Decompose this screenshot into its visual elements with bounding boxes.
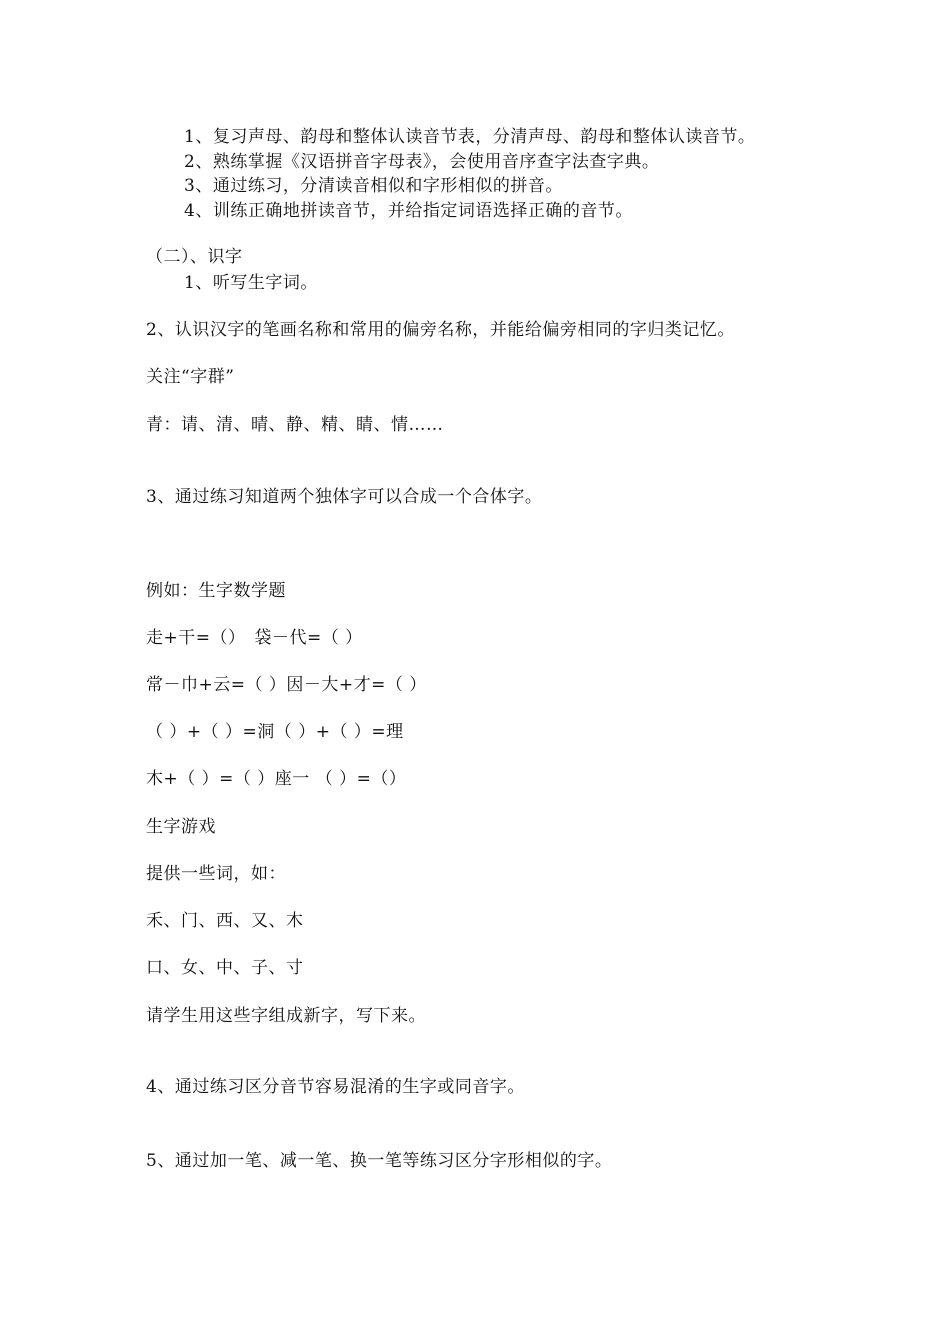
exercise-line-4: 木+（ ）=（ ）座一 （ ）=（） [146, 769, 407, 789]
pinyin-item-2: 2、熟练掌握《汉语拼音字母表》，会使用音序查字法查字典。 [184, 152, 660, 172]
example-title: 例如：生字数学题 [146, 581, 286, 601]
pinyin-item-1: 1、复习声母、韵母和整体认读音节表，分清声母、韵母和整体认读音节。 [184, 127, 756, 147]
word-row-1: 禾、门、西、又、木 [146, 911, 304, 931]
game-title: 生字游戏 [146, 817, 216, 837]
focus-label: 关注“字群” [146, 367, 235, 387]
literacy-item-4: 4、通过练习区分音节容易混淆的生字或同音字。 [146, 1077, 525, 1097]
pinyin-item-4: 4、训练正确地拼读音节，并给指定词语选择正确的音节。 [184, 201, 633, 221]
game-instruction: 请学生用这些字组成新字，写下来。 [146, 1006, 426, 1026]
literacy-item-5: 5、通过加一笔、减一笔、换一笔等练习区分字形相似的字。 [146, 1151, 613, 1171]
exercise-line-2: 常－巾+云=（ ）因－大+才=（ ） [146, 675, 427, 695]
exercise-line-1: 走+干=（） 袋－代=（ ） [146, 628, 363, 648]
pinyin-item-3: 3、通过练习，分清读音相似和字形相似的拼音。 [184, 176, 563, 196]
literacy-item-2: 2、认识汉字的笔画名称和常用的偏旁名称，并能给偏旁相同的字归类记忆。 [146, 320, 735, 340]
char-group-example: 青：请、清、晴、静、精、睛、情…… [146, 415, 444, 435]
provide-words-label: 提供一些词，如： [146, 864, 286, 884]
literacy-item-1: 1、听写生字词。 [184, 273, 318, 293]
section-heading-literacy: （二）、识字 [146, 247, 243, 267]
exercise-line-3: （ ）+（ ）=洞（ ）+（ ）=理 [146, 722, 404, 742]
word-row-2: 口、女、中、子、寸 [146, 958, 304, 978]
literacy-item-3: 3、通过练习知道两个独体字可以合成一个合体字。 [146, 487, 543, 507]
